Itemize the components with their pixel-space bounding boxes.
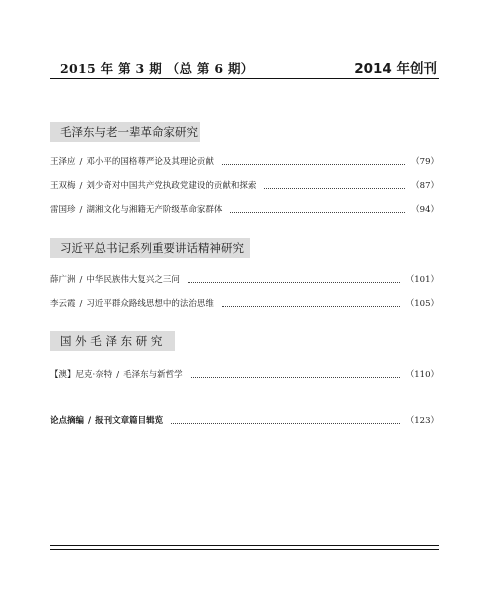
toc-entry[interactable] xyxy=(50,179,439,193)
toc-entry[interactable] xyxy=(50,273,439,287)
entry-title: 习近平群众路线思想中的法治思维 xyxy=(86,299,214,309)
entry-separator: / xyxy=(79,275,83,285)
toc-entry[interactable] xyxy=(50,203,439,217)
entry-page: （94） xyxy=(411,205,439,215)
entry-author: 论点摘编 xyxy=(50,416,85,426)
entry-page: （105） xyxy=(405,299,439,309)
section-title: 国 外 毛 泽 东 研 究 xyxy=(60,334,163,348)
dot-leader xyxy=(230,212,405,213)
entry-separator: / xyxy=(88,416,92,426)
entry-author: 【澳】尼克·奈特 xyxy=(50,370,113,380)
header-rule xyxy=(50,78,439,79)
footer-rule-top xyxy=(50,545,439,546)
dot-leader xyxy=(188,282,400,283)
entry-separator: / xyxy=(79,299,83,309)
entry-author: 王双梅 xyxy=(50,181,76,191)
entry-title: 毛泽东与新哲学 xyxy=(123,370,183,380)
page-header xyxy=(50,56,439,78)
entry-author: 薛广洲 xyxy=(50,275,76,285)
entry-title: 刘少奇对中国共产党执政党建设的贡献和探索 xyxy=(86,181,257,191)
entry-page: （101） xyxy=(405,275,439,285)
entry-page: （123） xyxy=(405,416,439,426)
toc-entry[interactable] xyxy=(50,414,439,428)
entry-page: （110） xyxy=(405,370,439,380)
entry-separator: / xyxy=(79,205,83,215)
entry-separator: / xyxy=(116,370,120,380)
dot-leader xyxy=(222,164,405,165)
dot-leader xyxy=(264,188,405,189)
section-header-mao-revolutionaries xyxy=(50,122,200,142)
entry-author: 王泽应 xyxy=(50,157,76,167)
section-header-foreign-mao-studies xyxy=(50,331,175,351)
issue-number: 2015 年 第 3 期 （总 第 6 期） xyxy=(60,61,254,76)
entry-page: （87） xyxy=(411,181,439,191)
section-title: 毛泽东与老一辈革命家研究 xyxy=(60,125,198,139)
section-title: 习近平总书记系列重要讲话精神研究 xyxy=(60,241,244,255)
toc-entry[interactable] xyxy=(50,155,439,169)
entry-title: 湖湘文化与湘籍无产阶级革命家群体 xyxy=(86,205,223,215)
dot-leader xyxy=(191,377,400,378)
dot-leader xyxy=(171,423,400,424)
dot-leader xyxy=(222,306,400,307)
entry-separator: / xyxy=(79,157,83,167)
entry-title: 邓小平的国格尊严论及其理论贡献 xyxy=(86,157,214,167)
section-header-xi-speeches xyxy=(50,238,250,258)
entry-title: 报刊文章篇目辑览 xyxy=(95,416,164,426)
toc-entry[interactable] xyxy=(50,297,439,311)
entry-page: （79） xyxy=(411,157,439,167)
entry-separator: / xyxy=(79,181,83,191)
founded-year: 2014 年创刊 xyxy=(354,61,437,77)
entry-author: 雷国珍 xyxy=(50,205,76,215)
toc-entry[interactable] xyxy=(50,368,439,382)
footer-rule-bottom xyxy=(50,549,439,550)
entry-author: 李云霞 xyxy=(50,299,76,309)
entry-title: 中华民族伟大复兴之三问 xyxy=(86,275,180,285)
